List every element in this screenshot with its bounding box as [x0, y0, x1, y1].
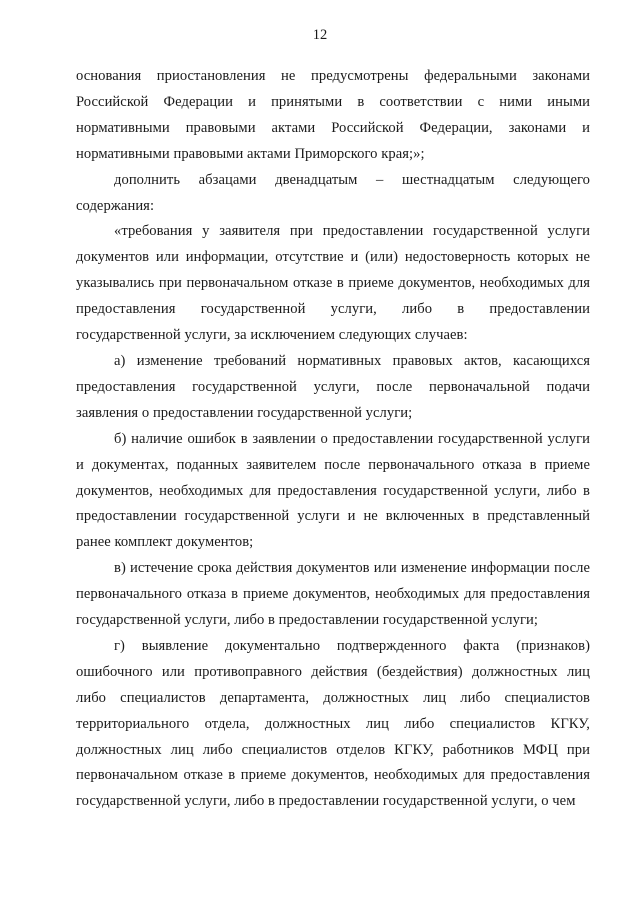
list-item-b: б) наличие ошибок в заявлении о предоставлении государственной услуги и документах, поданных заявителем после первоначального отказа в приеме документов, необходимых для предоставления государственной услуги, либо в предоставлении государственной услуги и не включенных в представленный ранее комплект документов;	[76, 430, 590, 551]
page-number: 12	[312, 27, 328, 43]
list-item-g: г) выявление документально подтвержденного факта (признаков) ошибочного или противоправного действия (бездействия) должностных лиц либо специалистов департамента, должностных лиц либо специалистов территориального отдела, должностных лиц либо специалистов КГКУ, должностных лиц либо специалистов отделов КГКУ, работников МФЦ при первоначальном отказе в приеме документов, необходимых для предоставления государственной услуги, либо в предоставлении государственной услуги, о чем	[76, 637, 590, 810]
list-item-a: а) изменение требований нормативных правовых актов, касающихся предоставления государственной услуги, после первоначальной подачи заявления о предоставлении государственной услуги;	[76, 352, 590, 421]
paragraph-requirements: «требования у заявителя при предоставлении государственной услуги документов или информации, отсутствие и (или) недостоверность которых не указывались при первоначальном отказе в приеме документов, необходимых для предоставления государственной услуги, либо в предоставлении государственной услуги, за исключением следующих случаев:	[76, 223, 590, 344]
list-item-v: в) истечение срока действия документов или изменение информации после первоначального отказа в приеме документов, необходимых для предоставления государственной услуги, либо в предоставлении государственной услуги;	[76, 560, 590, 629]
paragraph-suspension-grounds: основания приостановления не предусмотрены федеральными законами Российской Федерации и принятыми в соответствии с ними иными нормативными правовыми актами Российской Федерации, законами и нормативными правовыми актами Приморского края;»;	[76, 68, 590, 162]
paragraph-add-clauses: дополнить абзацами двенадцатым – шестнадцатым следующего содержания:	[76, 171, 590, 214]
document-body	[76, 64, 590, 815]
